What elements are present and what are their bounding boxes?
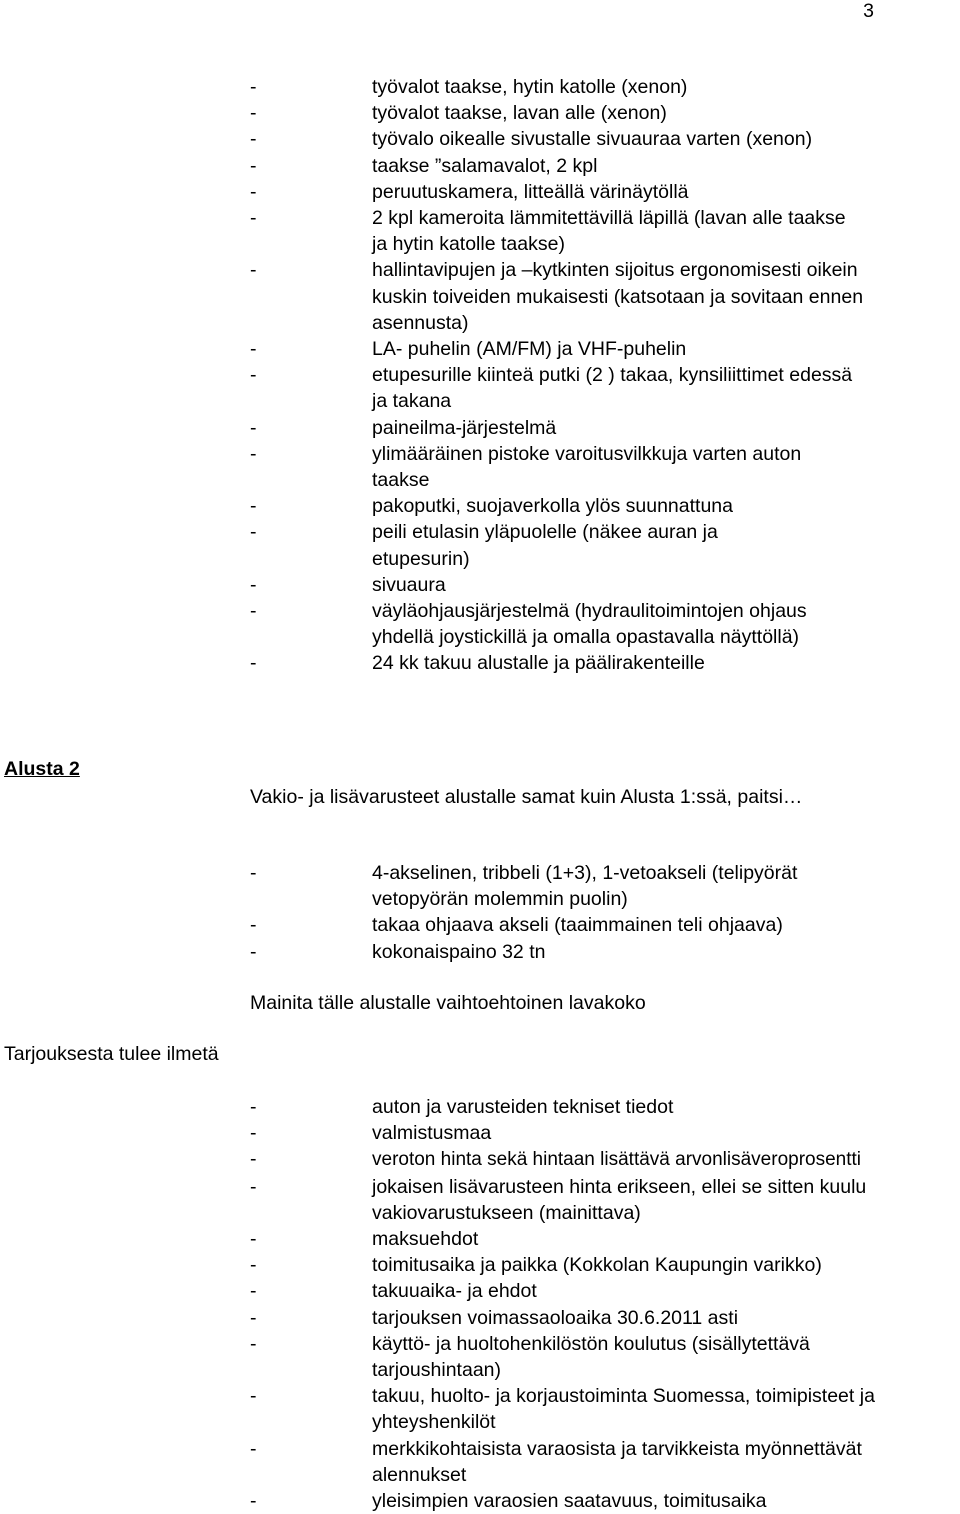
alusta-2-note: Mainita tälle alustalle vaihtoehtoinen lavakoko: [250, 992, 646, 1014]
list-item-text: takuu, huolto- ja korjaustoiminta Suomessa, toimipisteet ja yhteyshenkilöt: [372, 1385, 875, 1434]
dash-marker: -: [250, 1175, 257, 1198]
list-item: [250, 1488, 960, 1514]
dash-marker: -: [250, 1437, 257, 1460]
list-item: [250, 1094, 960, 1120]
list-item-text: auton ja varusteiden tekniset tiedot: [372, 1096, 674, 1118]
list-item: [250, 598, 870, 650]
list-item: [250, 415, 870, 441]
list-item-text: takaa ohjaava akseli (taaimmainen teli ohjaava): [372, 914, 783, 937]
dash-marker: -: [250, 154, 257, 177]
dash-marker: -: [250, 1254, 257, 1277]
list-item-text: taakse ”salamavalot, 2 kpl: [372, 154, 598, 177]
dash-marker: -: [250, 338, 257, 361]
list-item-text: käyttö- ja huoltohenkilöstön koulutus (sisällytettävä tarjoushintaan): [372, 1332, 810, 1382]
list-item: [250, 650, 870, 676]
list-item: [250, 362, 870, 414]
list-item-text: LA- puhelin (AM/FM) ja VHF-puhelin: [372, 338, 687, 361]
list-item: [250, 205, 870, 257]
list-item-text: valmistusmaa: [372, 1122, 492, 1145]
list-item: [250, 74, 870, 100]
list-item: [250, 1383, 960, 1435]
dash-marker: -: [250, 1148, 257, 1171]
dash-marker: -: [250, 652, 257, 675]
list-item: [250, 860, 870, 912]
dash-marker: -: [250, 102, 257, 125]
list-item-text: hallintavipujen ja –kytkinten sijoitus ergonomisesti oikein kuskin toiveiden mukaisesti (katsotaan ja sovitaan ennen asennusta): [372, 259, 864, 334]
dash-marker: -: [250, 1332, 257, 1355]
list-item-text: työvalo oikealle sivustalle sivuauraa varten (xenon): [372, 128, 813, 151]
list-item: [250, 939, 870, 965]
list-item-text: työvalot taakse, hytin katolle (xenon): [372, 76, 688, 98]
list-item: [250, 519, 870, 571]
dash-marker: -: [250, 416, 257, 439]
section-label-tarjous: Tarjouksesta tulee ilmetä: [4, 1043, 219, 1065]
dash-marker: -: [250, 495, 257, 518]
list-item-text: 24 kk takuu alustalle ja päälirakenteille: [372, 652, 705, 675]
list-item: [250, 336, 870, 362]
list-item: [250, 100, 870, 126]
list-item-text: maksuehdot: [372, 1228, 479, 1251]
list-item-text: paineilma-järjestelmä: [372, 416, 557, 439]
list-item-text: tarjouksen voimassaoloaika 30.6.2011 asti: [372, 1306, 739, 1329]
list-item: [250, 1174, 960, 1226]
list-item-text: väyläohjausjärjestelmä (hydraulitoimintojen ohjaus yhdellä joystickillä ja omalla opastavalla näyttöllä): [372, 600, 807, 649]
list-item: [250, 1305, 960, 1331]
dash-marker: -: [250, 521, 257, 544]
tarjous-list: [250, 1094, 960, 1514]
dash-marker: -: [250, 76, 257, 98]
list-item-text: peili etulasin yläpuolelle (näkee auran ja etupesurin): [372, 521, 718, 570]
list-item: [250, 257, 870, 336]
list-item: [250, 572, 870, 598]
list-item: [250, 1436, 960, 1488]
list-item-text: takuuaika- ja ehdot: [372, 1280, 537, 1303]
dash-marker: -: [250, 442, 257, 465]
list-item-text: ylimääräinen pistoke varoitusvilkkuja varten auton taakse: [372, 442, 802, 492]
dash-marker: -: [250, 573, 257, 596]
list-item-text: 2 kpl kameroita lämmitettävillä läpillä (lavan alle taakse ja hytin katolle taakse): [372, 207, 846, 256]
list-item-text: veroton hinta sekä hintaan lisättävä arvonlisäveroprosentti: [372, 1149, 862, 1171]
list-item: [250, 1331, 960, 1383]
dash-marker: -: [250, 1228, 257, 1251]
list-item: [250, 126, 870, 152]
dash-marker: -: [250, 862, 257, 884]
list-item-text: jokaisen lisävarusteen hinta erikseen, ellei se sitten kuulu vakiovarustukseen (mainittava): [372, 1175, 867, 1224]
dash-marker: -: [250, 914, 257, 937]
dash-marker: -: [250, 207, 257, 230]
list-item-text: merkkikohtaisista varaosista ja tarvikkeista myönnettävät alennukset: [372, 1437, 862, 1486]
dash-marker: -: [250, 1096, 257, 1118]
list-item-text: peruutuskamera, litteällä värinäytöllä: [372, 180, 689, 203]
list-item-text: etupesurille kiinteä putki (2 ) takaa, kynsiliittimet edessä ja takana: [372, 364, 853, 413]
list-item-text: sivuaura: [372, 573, 446, 596]
list-item: [250, 153, 870, 179]
list-item-text: kokonaispaino 32 tn: [372, 940, 546, 963]
dash-marker: -: [250, 1385, 257, 1408]
list-item: [250, 1278, 960, 1304]
list-item: [250, 1226, 960, 1252]
list-item: [250, 1252, 960, 1278]
list-item: [250, 1120, 960, 1146]
list-item: [250, 441, 870, 493]
page-number: 3: [863, 0, 874, 22]
dash-marker: -: [250, 600, 257, 623]
alusta-2-list: [250, 860, 870, 965]
list-item-text: työvalot taakse, lavan alle (xenon): [372, 102, 667, 125]
dash-marker: -: [250, 364, 257, 387]
dash-marker: -: [250, 180, 257, 203]
list-item: [250, 912, 870, 938]
list-item: [250, 493, 870, 519]
dash-marker: -: [250, 259, 257, 282]
alusta-2-intro: Vakio- ja lisävarusteet alustalle samat kuin Alusta 1:ssä, paitsi…: [250, 786, 803, 808]
list-item: [250, 1146, 960, 1173]
dash-marker: -: [250, 1490, 257, 1513]
list-item-text: pakoputki, suojaverkolla ylös suunnattuna: [372, 495, 733, 518]
section-label-alusta-2: Alusta 2: [4, 758, 80, 780]
list-item-text: yleisimpien varaosien saatavuus, toimitusaika: [372, 1490, 767, 1513]
list-item-text: toimitusaika ja paikka (Kokkolan Kaupungin varikko): [372, 1254, 822, 1277]
dash-marker: -: [250, 1122, 257, 1145]
list-item-text: 4-akselinen, tribbeli (1+3), 1-vetoakseli (telipyörät vetopyörän molemmin puolin): [372, 862, 798, 911]
dash-marker: -: [250, 1280, 257, 1303]
dash-marker: -: [250, 940, 257, 963]
dash-marker: -: [250, 128, 257, 151]
dash-marker: -: [250, 1306, 257, 1329]
equipment-list: [250, 74, 870, 677]
list-item: [250, 179, 870, 205]
